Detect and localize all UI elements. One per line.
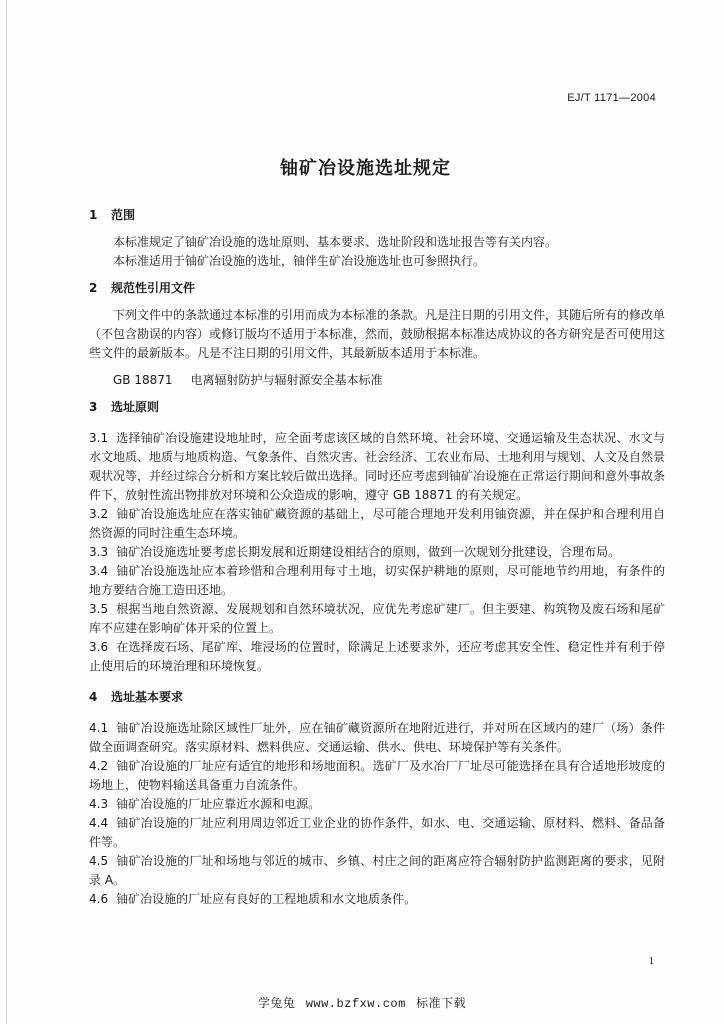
clause <box>89 757 665 795</box>
watermark-footer <box>0 994 724 1011</box>
paragraph: 本标准规定了铀矿冶设施的选址原则、基本要求、选址阶段和选址报告等有关内容。 <box>113 235 558 249</box>
section-heading <box>89 279 665 298</box>
document-body <box>89 206 665 909</box>
section-title: 范围 <box>111 208 136 222</box>
clause-number: 4.1 <box>89 721 109 735</box>
clause <box>89 543 665 562</box>
clause-text: 铀矿冶设施的厂址应利用周边邻近工业企业的协作条件，如水、电、交通运输、原材料、燃料、备品备件等。 <box>89 816 665 849</box>
section-heading <box>89 206 665 225</box>
paragraph: 下列文件中的条款通过本标准的引用而成为本标准的条款。凡是注日期的引用文件，其随后所有的修改单（不包含勘误的内容）或修订版均不适用于本标准，然而，鼓励根据本标准达成协议的各方研究是否可使用这些文件的最新版本。凡是不注日期的引用文件，其最新版本适用于本标准。 <box>89 308 666 360</box>
footer-site-link[interactable]: www.bzfxw.com <box>305 997 406 1011</box>
clause-number: 3.3 <box>89 545 109 559</box>
clause-text: 铀矿冶设施选址要考虑长期发展和近期建设相结合的原则，做到一次规划分批建设，合理布局。 <box>116 545 621 559</box>
paragraph: 本标准适用于铀矿冶设施的选址，铀伴生矿冶设施选址也可参照执行。 <box>113 254 486 268</box>
reference-name: 电离辐射防护与辐射源安全基本标准 <box>190 373 383 387</box>
clause-number: 3.1 <box>89 431 109 445</box>
document-page <box>6 0 724 1024</box>
clause-text: 铀矿冶设施选址除区域性厂址外，应在铀矿藏资源所在地附近进行，并对所在区域内的建厂（场）条件做全面调查研究。落实原材料、燃料供应、交通运输、供水、供电、环境保护等有关条件。 <box>89 721 665 754</box>
section-title: 选址原则 <box>111 400 160 414</box>
clause-number: 4.6 <box>89 892 109 906</box>
normative-reference <box>89 371 665 390</box>
clause <box>89 719 665 757</box>
clause-text: 选择铀矿冶设施建设地址时，应全面考虑该区域的自然环境、社会环境、交通运输及生态状况、水文与水文地质、地质与地质构造、气象条件、自然灾害、社会经济、工农业布局、土地利用与规划、人文及自然景观状况等，并经过综合分析和方案比较后做出选择。同时还应考虑到铀矿冶设施在正常运行期间和意外事故条件下，放射性流出物排放对环境和公众造成的影响，遵守 GB 18871 的有关规定。 <box>89 431 666 502</box>
section-number: 4 <box>89 690 98 704</box>
page-number: 1 <box>648 955 654 967</box>
clause <box>89 505 665 543</box>
section-title: 选址基本要求 <box>111 690 184 704</box>
clause-number: 3.6 <box>89 640 109 654</box>
clause <box>89 600 665 638</box>
clause-text: 铀矿冶设施的厂址应靠近水源和电源。 <box>116 797 321 811</box>
clause-number: 3.4 <box>89 564 109 578</box>
clause-number: 3.5 <box>89 602 109 616</box>
section-number: 3 <box>89 400 98 414</box>
clause <box>89 814 665 852</box>
clause-text: 铀矿冶设施的厂址和场地与邻近的城市、乡镇、村庄之间的距离应符合辐射防护监测距离的要求，见附录 A。 <box>89 854 665 887</box>
clause <box>89 852 665 890</box>
section-heading <box>89 688 665 707</box>
clause-text: 铀矿冶设施选址应本着珍惜和合理利用每寸土地，切实保护耕地的原则，尽可能地节约用地，有条件的地方要结合施工造田还地。 <box>89 564 665 597</box>
section-number: 2 <box>89 281 98 295</box>
document-title: 铀矿冶设施选址规定 <box>280 158 451 179</box>
clause-text: 铀矿冶设施的厂址应有良好的工程地质和水文地质条件。 <box>116 892 417 906</box>
clause-number: 4.2 <box>89 759 109 773</box>
standard-code: EJ/T 1171—2004 <box>567 92 656 104</box>
footer-prefix: 学兔兔 <box>257 996 296 1010</box>
reference-code: GB 18871 <box>113 373 173 387</box>
section-title: 规范性引用文件 <box>111 281 196 295</box>
clause-text: 根据当地自然资源、发展规划和自然环境状况，应优先考虑矿建厂。但主要建、构筑物及废石场和尾矿库不应建在影响矿体开采的位置上。 <box>89 602 665 635</box>
section-number: 1 <box>89 208 98 222</box>
clause <box>89 795 665 814</box>
clause-number: 4.5 <box>89 854 109 868</box>
footer-suffix: 标准下载 <box>416 996 467 1010</box>
clause <box>89 429 665 505</box>
clause <box>89 562 665 600</box>
section-heading <box>89 398 665 417</box>
clause-text: 铀矿冶设施的厂址应有适宜的地形和场地面积。选矿厂及水冶厂厂址尽可能选择在具有合适地形坡度的场地上，使物料输送具备重力自流条件。 <box>89 759 665 792</box>
clause <box>89 890 665 909</box>
clause-number: 4.3 <box>89 797 109 811</box>
clause-number: 4.4 <box>89 816 109 830</box>
clause-number: 3.2 <box>89 507 109 521</box>
clause <box>89 638 665 676</box>
clause-text: 铀矿冶设施选址应在落实铀矿藏资源的基础上，尽可能合理地开发利用铀资源，并在保护和合理利用自然资源的同时注重生态环境。 <box>89 507 665 540</box>
clause-text: 在选择废石场、尾矿库、堆浸场的位置时，除满足上述要求外，还应考虑其安全性、稳定性并有利于停止使用后的环境治理和环境恢复。 <box>89 640 665 673</box>
